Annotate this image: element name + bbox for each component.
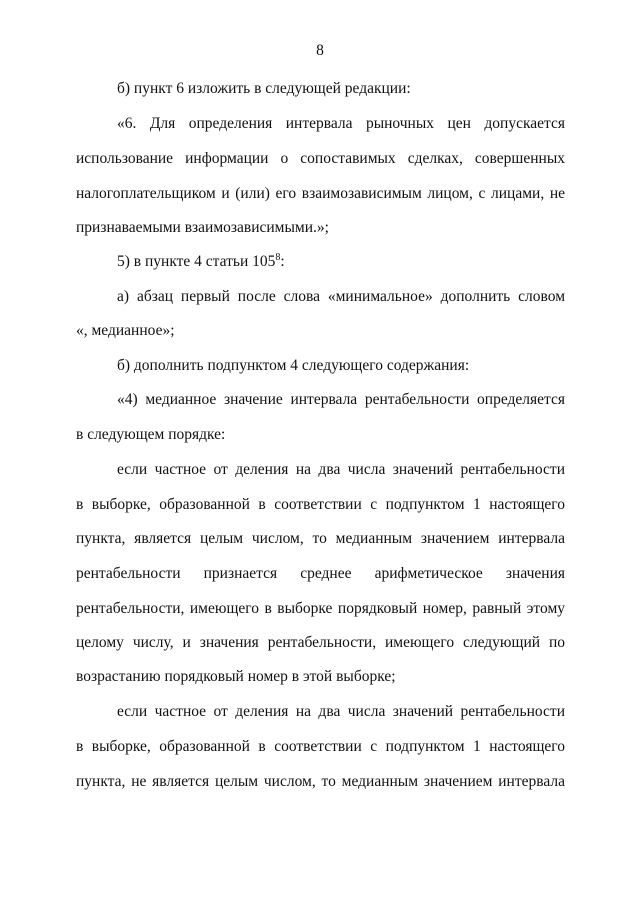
text-line: рентабельности признается среднее арифметическое значения bbox=[76, 565, 565, 582]
text-line: в выборке, образованной в соответствии с подпунктом 1 настоящего bbox=[76, 738, 565, 755]
article-superscript: 8 bbox=[275, 252, 281, 263]
text-line: целому числу, и значения рентабельности, имеющего следующий по bbox=[76, 634, 565, 651]
text-line: если частное от деления на два числа значений рентабельности bbox=[117, 461, 565, 478]
text-line: признаваемыми взаимозависимыми.»; bbox=[76, 219, 329, 236]
text-line: в выборке, образованной в соответствии с подпунктом 1 настоящего bbox=[76, 496, 565, 513]
text-line: если частное от деления на два числа значений рентабельности bbox=[117, 703, 565, 720]
text-line: а) абзац первый после слова «минимальное» дополнить словом bbox=[117, 288, 565, 305]
text-line: «4) медианное значение интервала рентабельности определяется bbox=[117, 391, 565, 408]
text-line: б) дополнить подпунктом 4 следующего содержания: bbox=[117, 357, 470, 374]
text-line: пункта, является целым числом, то медианным значением интервала bbox=[76, 530, 565, 547]
text-line: использование информации о сопоставимых сделках, совершенных bbox=[76, 150, 565, 167]
page-number: 8 bbox=[316, 42, 324, 59]
text-line-end: : bbox=[280, 253, 285, 270]
text-line bbox=[117, 253, 285, 271]
text-line: «6. Для определения интервала рыночных цен допускается bbox=[117, 115, 565, 132]
text-line: б) пункт 6 изложить в следующей редакции: bbox=[117, 80, 411, 97]
text-line: рентабельности, имеющего в выборке порядковый номер, равный этому bbox=[76, 600, 565, 617]
text-line-main: 5) в пункте 4 статьи 105 bbox=[117, 253, 276, 270]
text-line: «, медианное»; bbox=[76, 322, 175, 339]
text-line: возрастанию порядковый номер в этой выборке; bbox=[76, 668, 396, 685]
text-line: в следующем порядке: bbox=[76, 426, 226, 443]
text-line: пункта, не является целым числом, то медианным значением интервала bbox=[76, 773, 565, 790]
text-line: налогоплательщиком и (или) его взаимозависимым лицом, с лицами, не bbox=[76, 185, 565, 202]
